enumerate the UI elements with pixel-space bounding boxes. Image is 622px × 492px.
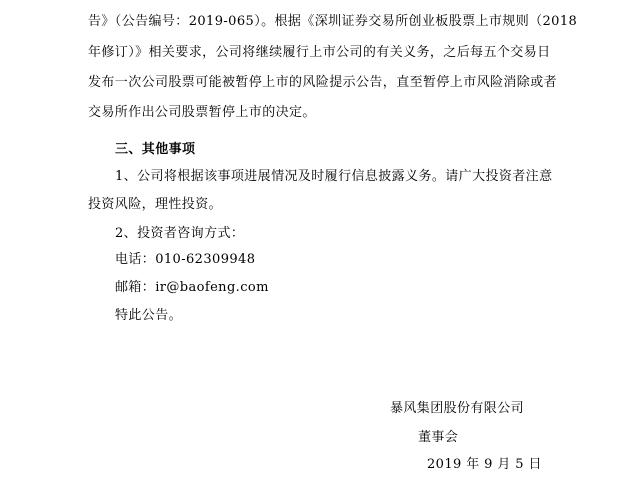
- signature-board: 董事会: [418, 430, 459, 445]
- signature-date: 2019 年 9 月 5 日: [427, 457, 542, 472]
- closing-text: 特此公告。: [115, 308, 183, 323]
- item-1-line-1: 1、公司将根据该事项进展情况及时履行信息披露义务。请广大投资者注意: [115, 169, 553, 184]
- item-2-heading: 2、投资者咨询方式：: [115, 226, 245, 241]
- section-heading: 三、其他事项: [115, 142, 196, 157]
- item-1-line-2: 投资风险，理性投资。: [88, 197, 223, 212]
- paragraph-line-4: 交易所作出公司股票暂停上市的决定。: [88, 105, 316, 120]
- signature-company: 暴风集团股份有限公司: [390, 401, 525, 416]
- paragraph-line-2: 年修订）》相关要求，公司将继续履行上市公司的有关义务，之后每五个交易日: [88, 45, 551, 60]
- contact-email: 邮箱：ir@baofeng.com: [115, 280, 269, 295]
- paragraph-line-1: 告》（公告编号：2019-065）。根据《深圳证券交易所创业板股票上市规则（2018: [88, 14, 578, 29]
- contact-phone: 电话：010-62309948: [115, 252, 256, 267]
- paragraph-line-3: 发布一次公司股票可能被暂停上市的风险提示公告，直至暂停上市风险消除或者: [88, 75, 558, 90]
